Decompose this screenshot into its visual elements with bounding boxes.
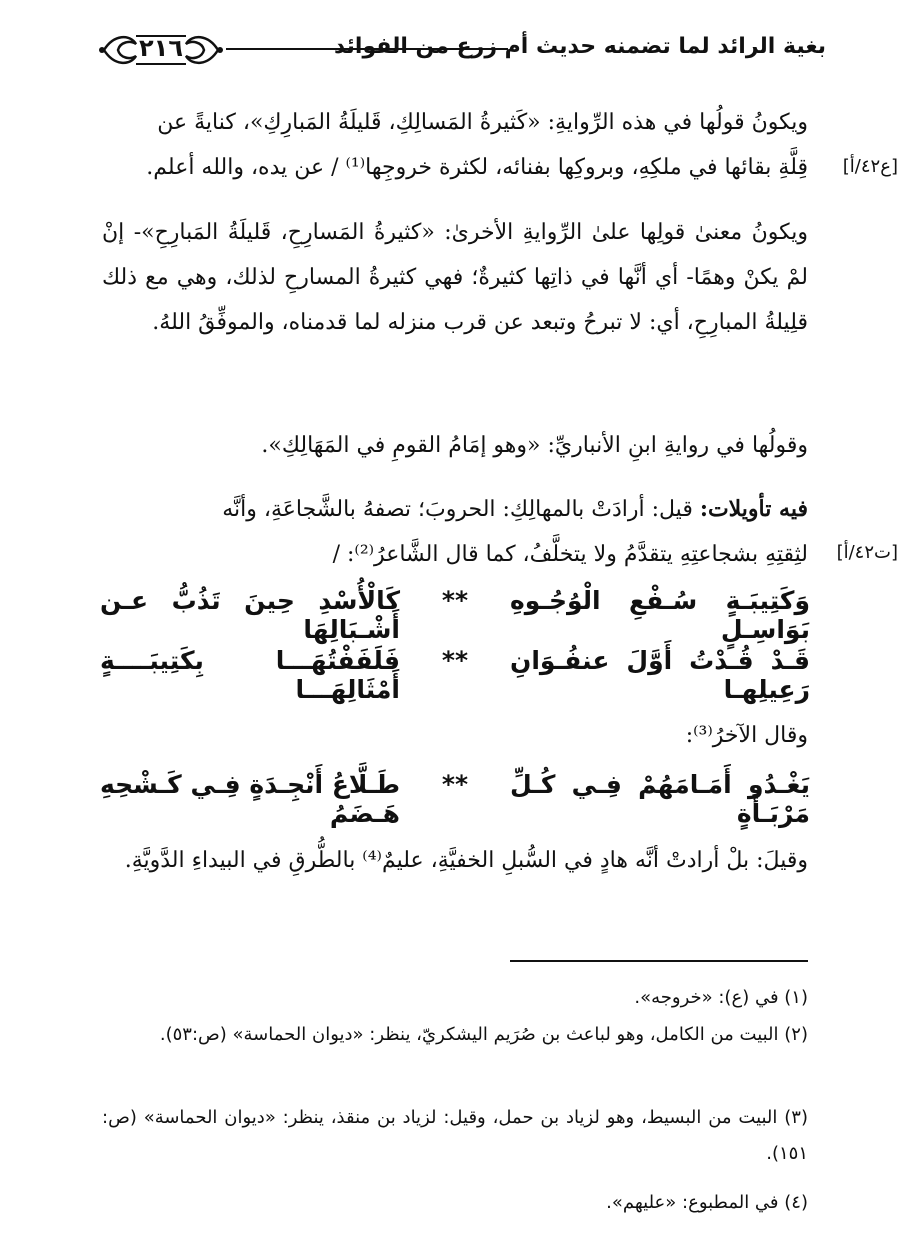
footnote-2: (٢) البيت من الكامل، وهو لباعث بن صُرَيم اليشكريّ، ينظر: «ديوان الحماسة» (ص:٥٣). [159, 1024, 808, 1045]
verse-1-second-hemistich: كَالْأُسْدِ حِينَ تَذُبُّ عـن أَشْـبَالِهَا [100, 586, 400, 644]
paragraph-4 [102, 487, 808, 577]
page-number: ٢١٦ [139, 34, 183, 62]
verse-separator: ** [441, 646, 469, 675]
paragraph-5: وقال الآخرُ⁽³⁾: [685, 723, 808, 748]
paragraph-1-line-1: ويكونُ قولُها في هذه الرِّوايةِ: «كَثيرةُ المَسالِكِ، قَليلَةُ المَبارِكِ»، كنايةً عن [157, 110, 808, 135]
verse-separator: ** [441, 586, 469, 615]
verse-1-first-hemistich: وَكَتِيبَـةٍ سُـفْعِ الْوُجُـوهِ بَوَاسِـلٍ [510, 586, 810, 644]
footnote-3: (٣) البيت من البسيط، وهو لزياد بن حمل، وقيل: لزياد بن منقذ، ينظر: «ديوان الحماسة» (ص: ١٥١). [102, 1107, 808, 1164]
verse-3-second-hemistich: طَـلَّاعُ أَنْجِـدَةٍ فِـي كَـشْحِهِ هَـضَمُ [100, 770, 400, 828]
paragraph-2: ويكونُ معنىٰ قولِها علىٰ الرِّوايةِ الأخرىٰ: «كثيرةُ المَسارِحِ، قَليلَةُ المَبارِحِ»- إنْ لمْ يكنْ وهمًا- أي أنَّها في ذاتِها كثيرةٌ؛ فهي كثيرةُ المسارحِ لذلك، وهي مع ذلك قلِيلةُ المبارِحِ، أي: لا تبرحُ وتبعد عن قرب منزله لما قدمناه، والموفِّقُ اللهُ. [102, 220, 808, 335]
paragraph-3: وقولُها في روايةِ ابنِ الأنباريِّ: «وهو إمَامُ القومِ في المَهَالِكِ». [261, 433, 808, 458]
verse-3-first-hemistich: يَغْـدُو أَمَـامَهُمْ فِـي كُـلِّ مَرْبَـأَةٍ [510, 770, 810, 828]
verse-line-3 [100, 770, 810, 828]
verse-2-first-hemistich: قَـدْ قُـدْتُ أَوَّلَ عنفُـوَانِ رَعِيلِهـا [510, 646, 810, 704]
paragraph-4-line-2: لثِقتِهِ بشجاعتِهِ يتقدَّمُ ولا يتخلَّفُ، كما قال الشَّاعرُ⁽²⁾: / [332, 542, 808, 567]
footnote-rule [510, 960, 808, 962]
manuscript-marker-2: [ت٤٢/أ] [836, 542, 898, 563]
paragraph-4-line-1-text: قيل: أرادَتْ بالمهالِكِ: الحروبَ؛ تصفهُ بالشَّجاعَةِ، وأنَّه [222, 497, 700, 522]
verse-separator: ** [441, 770, 469, 799]
paragraph-6: وقيلَ: بلْ أرادتْ أنَّه هادٍ في السُّبلِ الخفيَّةِ، عليمٌ⁽⁴⁾ بالطُّرقِ في البيداءِ الدَّويَّةِ. [124, 848, 808, 873]
verse-line-2 [100, 646, 810, 704]
verse-line-1 [100, 586, 810, 644]
manuscript-marker-1: [ع٤٢/أ] [842, 156, 898, 177]
verse-2-second-hemistich: فَلَفَفْتُهَـــا بِكَتِيبَــــةٍ أَمْثَالِهَـــا [100, 646, 400, 704]
running-header [96, 28, 826, 72]
footnote-1: (١) في (ع): «خروجه». [634, 987, 808, 1008]
tawilat-heading: فيه تأويلات: [699, 496, 808, 522]
footnote-4: (٤) في المطبوع: «عليهم». [606, 1192, 808, 1213]
paragraph-4-line-1 [102, 487, 808, 532]
paragraph-1-line-2: قِلَّةِ بقائها في ملكِهِ، وبروكِها بفنائه، لكثرة خروجِها⁽¹⁾ / عن يده، والله أعلم. [146, 155, 808, 180]
paragraph-1 [102, 100, 808, 190]
book-title: بغية الرائد لما تضمنه حديث أم زرع من الفوائد [333, 34, 826, 59]
